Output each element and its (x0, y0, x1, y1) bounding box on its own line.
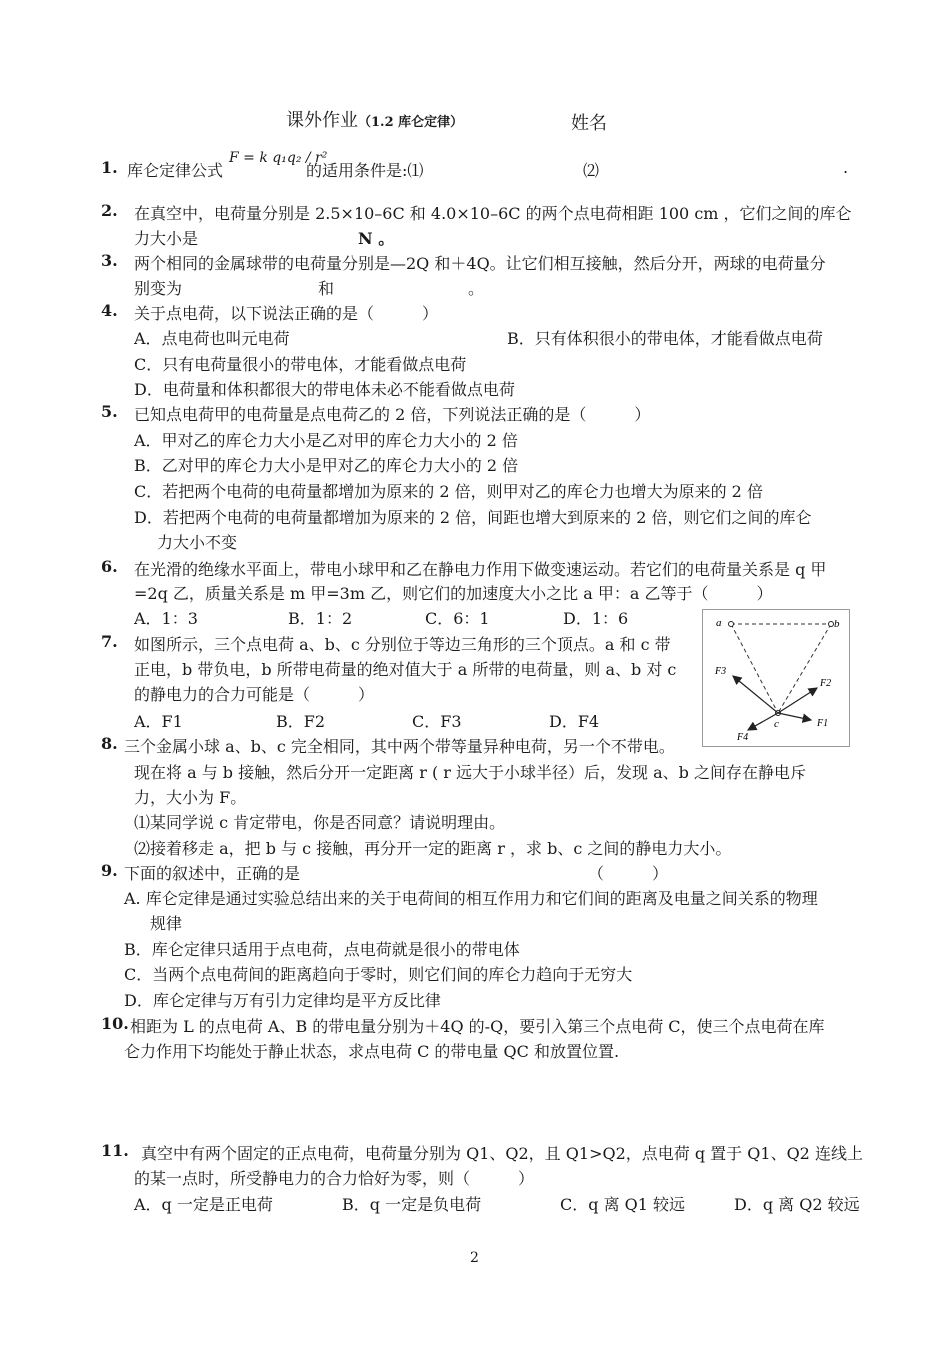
q1-formula: F = k q₁q₂ / r² (229, 150, 328, 166)
q8-line2: 现在将 a 与 b 接触，然后分开一定距离 r ( r 远大于小球半径）后，发现 a、b 之间存在静电斥 (134, 763, 806, 782)
q1-text: 库仑定律公式 (127, 161, 224, 180)
q9-paren: （ ） (588, 864, 669, 883)
q2-line2: 力大小是 (134, 229, 199, 248)
q8-line1: 三个金属小球 a、b、c 完全相同，其中两个带等量异种电荷，另一个不带电。 (124, 737, 675, 756)
force-f1-arrow (778, 713, 811, 720)
q4-option-c: C．只有电荷量很小的带电体，才能看做点电荷 (134, 355, 467, 374)
q11-number: 11. (101, 1141, 129, 1160)
page-number: 2 (470, 1250, 479, 1266)
q7-option-d: D．F4 (549, 712, 600, 731)
q7-line3: 的静电力的合力可能是（ ） (134, 685, 375, 704)
q7-line2: 正电，b 带负电，b 所带电荷量的绝对值大于 a 所带的电荷量，则 a、b 对 c (134, 660, 677, 679)
q5-option-b: B．乙对甲的库仑力大小是甲对乙的库仑力大小的 2 倍 (134, 456, 519, 475)
page-title: 课外作业（1.2 库仑定律） (286, 110, 464, 131)
figure-svg (703, 610, 849, 746)
q9-number: 9. (101, 861, 118, 880)
q4-stem: 关于点电荷，以下说法正确的是（ ） (134, 304, 439, 323)
q6-option-d: D．1：6 (563, 609, 629, 628)
q8-part2: ⑵接着移走 a，把 b 与 c 接触，再分开一定的距离 r ，求 b、c 之间的静电力大小。 (134, 839, 732, 858)
q8-part1: ⑴某同学说 c 肯定带电，你是否同意？请说明理由。 (134, 813, 506, 832)
label-b: b (834, 618, 840, 630)
q11-option-c: C．q 离 Q1 较远 (560, 1195, 686, 1214)
q5-option-d1: D．若把两个电荷的电荷量都增加为原来的 2 倍，间距也增大到原来的 2 倍，则它们之间的库仑 (134, 508, 812, 527)
q10-line1: 相距为 L 的点电荷 A、B 的带电量分别为＋4Q 的-Q，要引入第三个点电荷 C，使三个点电荷在库 (130, 1017, 825, 1036)
q1-tail: 的适用条件是:⑴ (306, 161, 424, 180)
q9-option-c: C．当两个点电荷间的距离趋向于零时，则它们间的库仑力趋向于无穷大 (124, 965, 633, 984)
q6-number: 6. (101, 557, 118, 576)
q7-option-a: A．F1 (134, 712, 183, 731)
name-label: 姓名 (571, 113, 607, 134)
edge-ac (731, 624, 778, 713)
q2-line1: 在真空中，电荷量分别是 2.5×10–6C 和 4.0×10–6C 的两个点电荷相距 100 cm ，它们之间的库仑 (134, 204, 852, 223)
q3-line2a: 别变为 (134, 279, 183, 298)
q6-line1: 在光滑的绝缘水平面上，带电小球甲和乙在静电力作用下做变速运动。若它们的电荷量关系是 q 甲 (134, 560, 827, 579)
label-f1: F1 (817, 718, 829, 729)
q3-line1: 两个相同的金属球带的电荷量分别是—2Q 和＋4Q。让它们相互接触，然后分开，两球的电荷量分 (134, 254, 826, 273)
q5-option-d2: 力大小不变 (157, 533, 238, 552)
q11-option-b: B．q 一定是负电荷 (342, 1195, 482, 1214)
q4-number: 4. (101, 301, 118, 320)
q5-stem: 已知点电荷甲的电荷量是点电荷乙的 2 倍，下列说法正确的是（ ） (134, 405, 651, 424)
q7-option-c: C．F3 (412, 712, 462, 731)
q6-option-a: A．1：3 (134, 609, 198, 628)
q1-part2: ⑵ (583, 161, 600, 180)
q9-option-d: D．库仑定律与万有引力定律均是平方反比律 (124, 991, 441, 1010)
q10-line2: 仑力作用下均能处于静止状态，求点电荷 C 的带电量 QC 和放置位置. (124, 1042, 620, 1061)
charge-a (729, 622, 734, 627)
q7-line1: 如图所示，三个点电荷 a、b、c 分别位于等边三角形的三个顶点。a 和 c 带 (134, 635, 671, 654)
q8-line3: 力，大小为 F。 (134, 788, 247, 807)
q1-number: 1. (101, 158, 118, 177)
q6-line2: =2q 乙，质量关系是 m 甲=3m 乙，则它们的加速度大小之比 a 甲：a 乙等于（ ） (134, 584, 773, 603)
q4-option-b: B．只有体积很小的带电体，才能看做点电荷 (507, 329, 823, 348)
q7-number: 7. (101, 632, 118, 651)
q9-stem: 下面的叙述中，正确的是 (124, 864, 301, 883)
label-f4: F4 (737, 732, 749, 743)
force-f2-arrow (778, 688, 817, 713)
q5-number: 5. (101, 402, 118, 421)
q4-option-d: D．电荷量和体积都很大的带电体未必不能看做点电荷 (134, 380, 515, 399)
q2-number: 2. (101, 201, 118, 220)
q11-line1: 真空中有两个固定的正点电荷，电荷量分别为 Q1、Q2，且 Q1>Q2，点电荷 q 置于 Q1、Q2 连线上 (141, 1144, 863, 1163)
q4-option-a: A．点电荷也叫元电荷 (134, 329, 290, 348)
q11-option-a: A．q 一定是正电荷 (134, 1195, 273, 1214)
q2-unit: N 。 (358, 229, 395, 248)
label-f3: F3 (715, 666, 727, 677)
edge-bc (778, 624, 831, 713)
label-f2: F2 (820, 678, 832, 689)
label-a: a (716, 617, 722, 629)
q6-option-b: B．1：2 (288, 609, 353, 628)
charge-b (829, 622, 834, 627)
q6-option-c: C．6：1 (425, 609, 490, 628)
q10-number: 10. (101, 1014, 129, 1033)
q9-option-b: B．库仑定律只适用于点电荷，点电荷就是很小的带电体 (124, 940, 520, 959)
q3-line2c: 。 (468, 279, 485, 298)
force-f3-arrow (733, 676, 778, 713)
q1-end: . (843, 158, 849, 177)
q11-option-d: D．q 离 Q2 较远 (734, 1195, 860, 1214)
q9-option-a2: 规律 (150, 914, 183, 933)
triangle-force-figure (702, 609, 850, 747)
q7-option-b: B．F2 (276, 712, 326, 731)
q3-line2b: 和 (318, 279, 335, 298)
q11-line2: 的某一点时，所受静电力的合力恰好为零，则（ ） (134, 1169, 535, 1188)
q3-number: 3. (101, 251, 118, 270)
q5-option-c: C．若把两个电荷的电荷量都增加为原来的 2 倍，则甲对乙的库仑力也增大为原来的 2 倍 (134, 482, 763, 501)
q8-number: 8. (101, 734, 118, 753)
q9-option-a1: A. 库仑定律是通过实验总结出来的关于电荷间的相互作用力和它们间的距离及电量之间关系的物理 (124, 889, 818, 908)
q5-option-a: A．甲对乙的库仑力大小是乙对甲的库仑力大小的 2 倍 (134, 431, 518, 450)
label-c: c (774, 718, 779, 730)
